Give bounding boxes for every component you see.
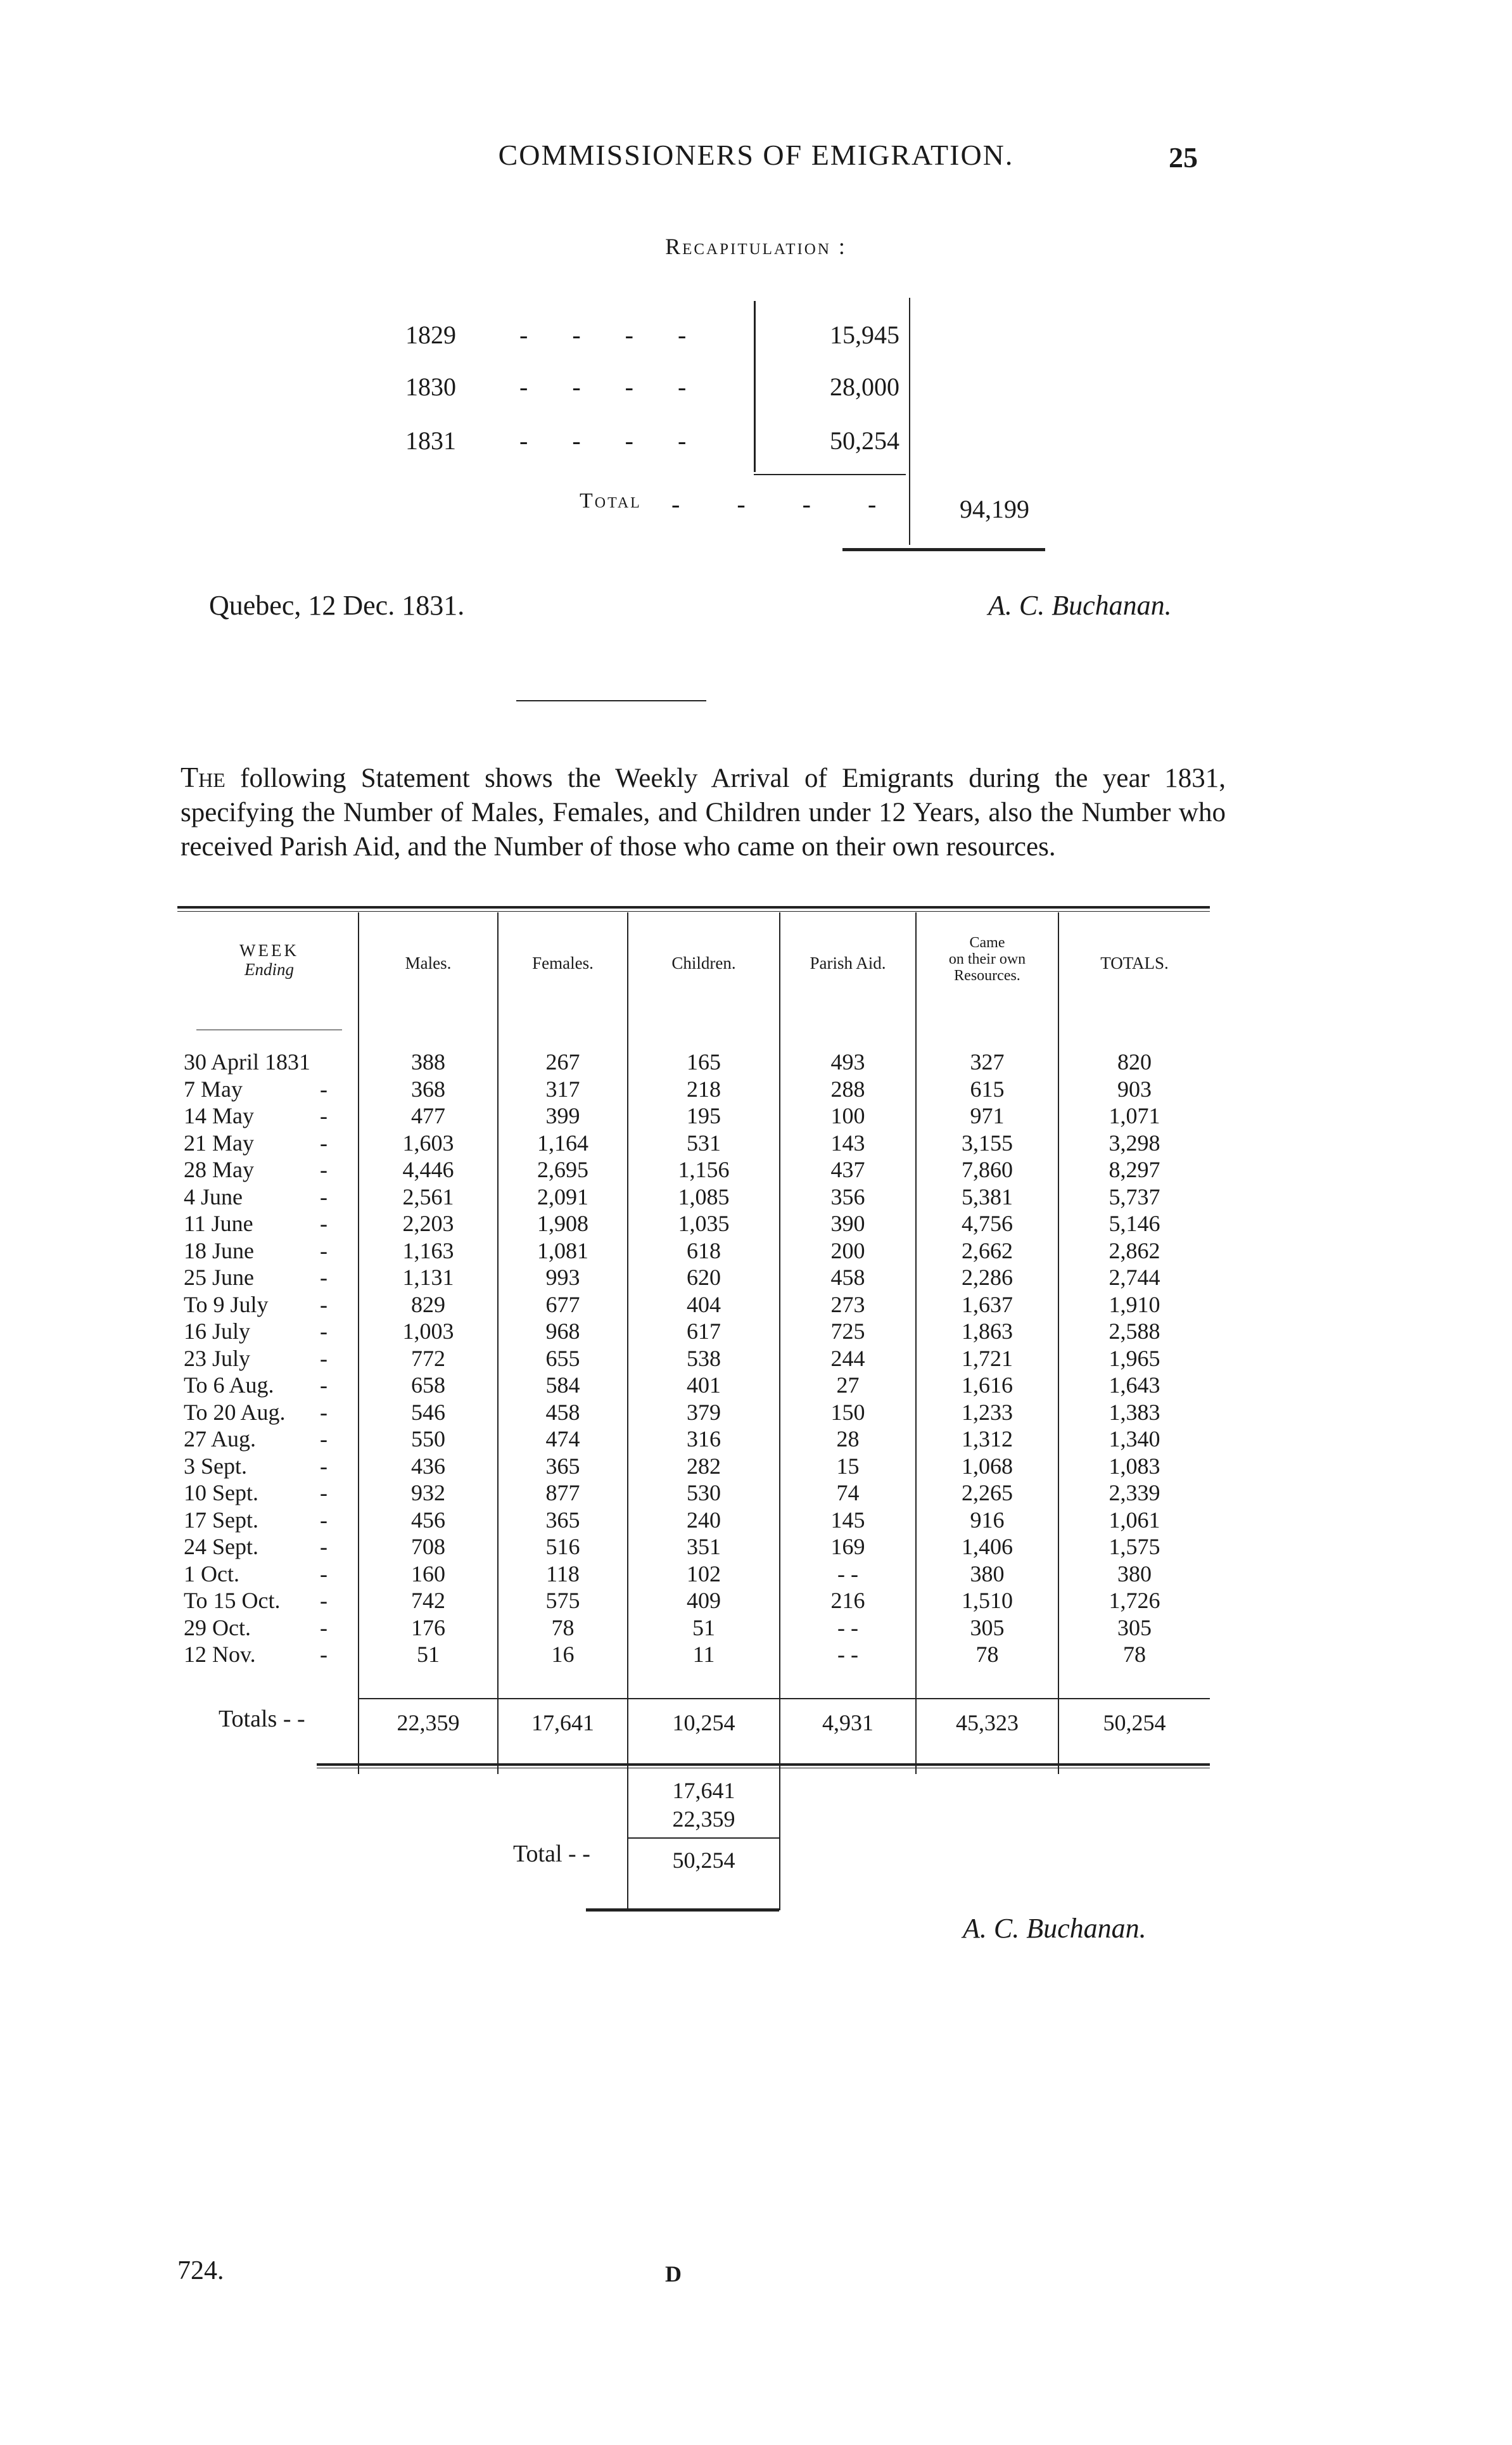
cell-total: 305	[1117, 1614, 1152, 1640]
recap-row	[405, 320, 899, 358]
cell-females: 1,908	[537, 1211, 588, 1236]
cell-week-ending	[184, 1507, 327, 1533]
intro-paragraph	[181, 760, 1226, 864]
cell-children: 11	[692, 1642, 715, 1667]
week-label: 24 Sept.	[184, 1534, 259, 1559]
cell-children: 409	[687, 1588, 721, 1613]
cell-females: 267	[545, 1049, 580, 1075]
cell-children: 240	[687, 1507, 721, 1533]
signature: A. C. Buchanan.	[988, 590, 1172, 621]
cell-total: 1,575	[1109, 1534, 1160, 1559]
week-label: 14 May	[184, 1103, 254, 1128]
cell-own-resources: 305	[970, 1614, 1005, 1640]
header-females: Females.	[532, 954, 594, 973]
cell-total: 380	[1117, 1561, 1152, 1586]
cell-parish-aid: 458	[830, 1265, 865, 1290]
cell-total: 1,726	[1109, 1588, 1160, 1613]
cell-females: 2,695	[537, 1157, 588, 1182]
cell-week-ending	[184, 1533, 327, 1560]
recap-value: 50,254	[830, 426, 899, 455]
cell-own-resources: 1,637	[962, 1291, 1013, 1317]
table-top-rule-thin	[177, 911, 1210, 912]
cell-males: 1,131	[402, 1265, 454, 1290]
cell-own-resources: 2,286	[962, 1265, 1013, 1290]
cell-children: 218	[687, 1076, 721, 1102]
recap-value: 28,000	[830, 373, 899, 401]
signature-bottom: A. C. Buchanan.	[963, 1913, 1147, 1944]
totals-males: 22,359	[397, 1710, 460, 1735]
week-label: 10 Sept.	[184, 1480, 259, 1505]
cell-parish-aid: 200	[830, 1237, 865, 1263]
cell-own-resources: 5,381	[962, 1184, 1013, 1210]
totals-double-rule	[317, 1763, 1210, 1766]
cell-children: 618	[687, 1237, 721, 1263]
cell-parish-aid: 390	[830, 1211, 865, 1236]
cell-parish-aid: - -	[837, 1561, 858, 1586]
header-own-line3: Resources.	[954, 967, 1020, 984]
cell-total: 2,744	[1109, 1265, 1160, 1290]
cell-total: 5,146	[1109, 1211, 1160, 1236]
cell-total: 1,071	[1109, 1103, 1160, 1128]
cell-week-ending	[184, 1264, 327, 1291]
cell-week-ending	[184, 1372, 327, 1398]
week-dash: -	[320, 1588, 327, 1613]
cell-children: 538	[687, 1345, 721, 1371]
cell-week-ending	[184, 1291, 327, 1318]
header-week	[181, 941, 358, 979]
intro-lead: The	[181, 761, 226, 793]
cell-children: 531	[687, 1130, 721, 1156]
header-own-resources	[917, 935, 1058, 984]
cell-children: 1,156	[678, 1157, 730, 1182]
sum-females: 17,641	[672, 1778, 735, 1803]
cell-parish-aid: 169	[830, 1534, 865, 1559]
week-dash: -	[320, 1642, 327, 1667]
week-dash: -	[320, 1453, 327, 1479]
cell-females: 16	[551, 1642, 575, 1667]
cell-total: 78	[1123, 1642, 1146, 1667]
cell-males: 1,003	[402, 1318, 454, 1344]
cell-total: 1,643	[1109, 1372, 1160, 1398]
cell-own-resources: 1,616	[962, 1372, 1013, 1398]
footer-number: 724.	[177, 2256, 224, 2285]
recap-dashes: - - - -	[519, 426, 706, 455]
cell-own-resources: 2,662	[962, 1237, 1013, 1263]
cell-females: 365	[545, 1453, 580, 1479]
cell-children: 617	[687, 1318, 721, 1344]
totals-own-resources: 45,323	[956, 1710, 1019, 1735]
week-label: To 6 Aug.	[184, 1372, 274, 1398]
cell-males: 932	[411, 1480, 445, 1505]
cell-total: 1,340	[1109, 1426, 1160, 1452]
cell-week-ending	[184, 1156, 327, 1183]
cell-males: 160	[411, 1561, 445, 1586]
week-dash: -	[320, 1372, 327, 1398]
cell-males: 388	[411, 1049, 445, 1075]
cell-total: 1,083	[1109, 1453, 1160, 1479]
week-label: 16 July	[184, 1318, 251, 1344]
week-label: 25 June	[184, 1265, 254, 1290]
cell-children: 379	[687, 1399, 721, 1425]
cell-own-resources: 78	[975, 1642, 999, 1667]
cell-males: 546	[411, 1399, 445, 1425]
cell-females: 458	[545, 1399, 580, 1425]
cell-children: 51	[692, 1614, 715, 1640]
header-parish-aid: Parish Aid.	[810, 954, 886, 973]
header-own-line2: on their own	[948, 951, 1026, 967]
cell-own-resources: 1,721	[962, 1345, 1013, 1371]
cell-total: 1,910	[1109, 1291, 1160, 1317]
cell-own-resources: 1,863	[962, 1318, 1013, 1344]
cell-parish-aid: 150	[830, 1399, 865, 1425]
recap-value: 15,945	[830, 321, 899, 349]
recap-year: 1831	[405, 426, 456, 455]
cell-week-ending	[184, 1237, 327, 1264]
cell-children: 1,085	[678, 1184, 730, 1210]
week-dash: -	[320, 1130, 327, 1156]
cell-parish-aid: 273	[830, 1291, 865, 1317]
cell-own-resources: 1,233	[962, 1399, 1013, 1425]
cell-week-ending	[184, 1453, 327, 1479]
cell-total: 8,297	[1109, 1157, 1160, 1182]
cell-males: 176	[411, 1614, 445, 1640]
week-dash: -	[320, 1534, 327, 1559]
header-males: Males.	[405, 954, 452, 973]
cell-children: 165	[687, 1049, 721, 1075]
cell-females: 399	[545, 1103, 580, 1128]
cell-males: 477	[411, 1103, 445, 1128]
cell-own-resources: 615	[970, 1076, 1005, 1102]
cell-females: 317	[545, 1076, 580, 1102]
cell-own-resources: 1,510	[962, 1588, 1013, 1613]
cell-children: 530	[687, 1480, 721, 1505]
recap-dashes: - - - -	[519, 373, 706, 401]
cell-own-resources: 3,155	[962, 1130, 1013, 1156]
sum-total-value: 50,254	[672, 1848, 735, 1873]
cell-parish-aid: 15	[836, 1453, 860, 1479]
totals-grand: 50,254	[1103, 1710, 1166, 1735]
cell-week-ending	[184, 1426, 327, 1452]
cell-total: 2,339	[1109, 1480, 1160, 1505]
cell-week-ending	[184, 1345, 327, 1372]
week-dash: -	[320, 1291, 327, 1317]
cell-total: 5,737	[1109, 1184, 1160, 1210]
recap-row	[405, 426, 899, 464]
cell-own-resources: 1,406	[962, 1534, 1013, 1559]
cell-males: 1,163	[402, 1237, 454, 1263]
cell-children: 401	[687, 1372, 721, 1398]
cell-females: 474	[545, 1426, 580, 1452]
cell-females: 78	[551, 1614, 575, 1640]
cell-own-resources: 7,860	[962, 1157, 1013, 1182]
intro-text: following Statement shows the Weekly Arrival of Emigrants during the year 1831, specifying the Number of Males, Females, and Children under 12 Years, also the Number who received Parish Aid, and the Number of those who came on their own resources.	[181, 763, 1226, 862]
week-dash: -	[320, 1614, 327, 1640]
recap-divider-left	[754, 301, 756, 472]
cell-own-resources: 1,312	[962, 1426, 1013, 1452]
recap-dashes: - - - -	[519, 321, 706, 349]
cell-parish-aid: 145	[830, 1507, 865, 1533]
cell-week-ending	[184, 1184, 327, 1210]
cell-parish-aid: 216	[830, 1588, 865, 1613]
recapitulation-title: Recapitulation :	[665, 234, 847, 259]
cell-parish-aid: 74	[836, 1480, 860, 1505]
cell-parish-aid: 28	[836, 1426, 860, 1452]
totals-children: 10,254	[672, 1710, 735, 1735]
cell-children: 351	[687, 1534, 721, 1559]
week-label: To 20 Aug.	[184, 1399, 286, 1425]
cell-total: 1,965	[1109, 1345, 1160, 1371]
cell-females: 1,081	[537, 1237, 588, 1263]
header-week-label: WEEK	[239, 941, 299, 960]
week-dash: -	[320, 1157, 327, 1182]
cell-own-resources: 916	[970, 1507, 1005, 1533]
cell-parish-aid: 493	[830, 1049, 865, 1075]
cell-males: 436	[411, 1453, 445, 1479]
cell-parish-aid: 725	[830, 1318, 865, 1344]
week-dash: -	[320, 1480, 327, 1505]
cell-own-resources: 971	[970, 1103, 1005, 1128]
cell-parish-aid: 244	[830, 1345, 865, 1371]
page-header-title: COMMISSIONERS OF EMIGRATION.	[498, 139, 1014, 171]
cell-males: 708	[411, 1534, 445, 1559]
cell-total: 2,588	[1109, 1318, 1160, 1344]
week-dash: -	[320, 1184, 327, 1210]
totals-parish-aid: 4,931	[822, 1710, 874, 1735]
cell-children: 195	[687, 1103, 721, 1128]
totals-rule	[358, 1698, 1210, 1699]
week-label: 12 Nov.	[184, 1642, 256, 1667]
cell-week-ending	[184, 1561, 327, 1587]
sum-total-rule	[586, 1908, 779, 1912]
header-totals: TOTALS.	[1100, 954, 1169, 973]
recap-subtotal-rule	[754, 474, 906, 475]
week-label: 3 Sept.	[184, 1453, 248, 1479]
cell-own-resources: 380	[970, 1561, 1005, 1586]
cell-parish-aid: 437	[830, 1157, 865, 1182]
header-ending-label: Ending	[245, 960, 294, 979]
sum-divider-right	[779, 1768, 780, 1910]
cell-parish-aid: 100	[830, 1103, 865, 1128]
cell-week-ending	[184, 1614, 327, 1641]
week-label: To 9 July	[184, 1291, 269, 1317]
cell-males: 550	[411, 1426, 445, 1452]
sum-males: 22,359	[672, 1806, 735, 1832]
cell-males: 4,446	[402, 1157, 454, 1182]
week-dash: -	[320, 1076, 327, 1102]
cell-total: 820	[1117, 1049, 1152, 1075]
week-label: 30 April 1831	[184, 1049, 311, 1075]
recap-total-dashes: - - - -	[671, 490, 902, 518]
cell-children: 620	[687, 1265, 721, 1290]
cell-week-ending	[184, 1641, 327, 1668]
table-top-rule	[177, 906, 1210, 909]
recap-total-label: Total	[580, 489, 642, 513]
cell-week-ending	[184, 1479, 327, 1506]
week-dash: -	[320, 1211, 327, 1236]
sum-total-label: Total - -	[513, 1841, 590, 1867]
recap-divider-right	[909, 298, 910, 545]
week-label: To 15 Oct.	[184, 1588, 281, 1613]
cell-males: 456	[411, 1507, 445, 1533]
week-label: 23 July	[184, 1345, 251, 1371]
week-label: 29 Oct.	[184, 1614, 251, 1640]
cell-females: 575	[545, 1588, 580, 1613]
cell-total: 903	[1117, 1076, 1152, 1102]
cell-females: 516	[545, 1534, 580, 1559]
cell-week-ending	[184, 1076, 327, 1102]
cell-males: 829	[411, 1291, 445, 1317]
cell-week-ending	[184, 1210, 327, 1237]
cell-week-ending	[184, 1130, 327, 1156]
recap-row	[405, 372, 899, 410]
cell-parish-aid: - -	[837, 1642, 858, 1667]
cell-total: 1,061	[1109, 1507, 1160, 1533]
week-dash: -	[320, 1318, 327, 1344]
week-label: 7 May	[184, 1076, 243, 1102]
week-label: 21 May	[184, 1130, 254, 1156]
week-label: 4 June	[184, 1184, 243, 1210]
cell-parish-aid: 143	[830, 1130, 865, 1156]
cell-children: 316	[687, 1426, 721, 1452]
place-date: Quebec, 12 Dec. 1831.	[209, 590, 465, 621]
cell-females: 677	[545, 1291, 580, 1317]
cell-total: 1,383	[1109, 1399, 1160, 1425]
cell-females: 968	[545, 1318, 580, 1344]
cell-week-ending	[184, 1049, 320, 1075]
week-label: 18 June	[184, 1237, 254, 1263]
recap-total-value: 94,199	[960, 495, 1029, 523]
cell-females: 1,164	[537, 1130, 588, 1156]
cell-parish-aid: - -	[837, 1614, 858, 1640]
cell-males: 51	[417, 1642, 440, 1667]
cell-week-ending	[184, 1318, 327, 1344]
cell-own-resources: 327	[970, 1049, 1005, 1075]
recap-total-rule	[842, 548, 1045, 551]
cell-week-ending	[184, 1399, 327, 1426]
cell-parish-aid: 27	[836, 1372, 860, 1398]
section-divider	[516, 700, 706, 701]
cell-females: 118	[546, 1561, 580, 1586]
week-dash: -	[320, 1103, 327, 1128]
cell-children: 404	[687, 1291, 721, 1317]
header-children: Children.	[671, 954, 736, 973]
cell-week-ending	[184, 1102, 327, 1129]
cell-children: 282	[687, 1453, 721, 1479]
sum-rule	[628, 1837, 779, 1839]
cell-males: 368	[411, 1076, 445, 1102]
week-dash: -	[320, 1426, 327, 1452]
cell-females: 365	[545, 1507, 580, 1533]
cell-parish-aid: 288	[830, 1076, 865, 1102]
header-own-line1: Came	[969, 935, 1005, 951]
cell-own-resources: 1,068	[962, 1453, 1013, 1479]
cell-females: 584	[545, 1372, 580, 1398]
week-dash: -	[320, 1237, 327, 1263]
week-dash: -	[320, 1399, 327, 1425]
week-dash: -	[320, 1507, 327, 1533]
cell-males: 742	[411, 1588, 445, 1613]
cell-total: 2,862	[1109, 1237, 1160, 1263]
week-label: 28 May	[184, 1157, 254, 1182]
cell-females: 877	[545, 1480, 580, 1505]
totals-females: 17,641	[531, 1710, 594, 1735]
week-label: 1 Oct.	[184, 1561, 239, 1586]
cell-own-resources: 2,265	[962, 1480, 1013, 1505]
week-dash: -	[320, 1561, 327, 1586]
cell-males: 1,603	[402, 1130, 454, 1156]
cell-females: 2,091	[537, 1184, 588, 1210]
cell-females: 993	[545, 1265, 580, 1290]
footer-mark: D	[665, 2261, 682, 2287]
cell-males: 658	[411, 1372, 445, 1398]
week-dash: -	[320, 1265, 327, 1290]
cell-males: 2,561	[402, 1184, 454, 1210]
cell-males: 772	[411, 1345, 445, 1371]
week-label: 11 June	[184, 1211, 253, 1236]
week-dash: -	[320, 1345, 327, 1371]
week-label: 17 Sept.	[184, 1507, 259, 1533]
page-number: 25	[1169, 141, 1198, 174]
recap-year: 1830	[405, 373, 456, 401]
cell-children: 102	[687, 1561, 721, 1586]
week-label: 27 Aug.	[184, 1426, 257, 1452]
cell-parish-aid: 356	[830, 1184, 865, 1210]
cell-females: 655	[545, 1345, 580, 1371]
cell-males: 2,203	[402, 1211, 454, 1236]
cell-total: 3,298	[1109, 1130, 1160, 1156]
cell-children: 1,035	[678, 1211, 730, 1236]
cell-own-resources: 4,756	[962, 1211, 1013, 1236]
cell-week-ending	[184, 1587, 327, 1614]
totals-label: Totals - -	[219, 1706, 305, 1732]
recap-year: 1829	[405, 321, 456, 349]
